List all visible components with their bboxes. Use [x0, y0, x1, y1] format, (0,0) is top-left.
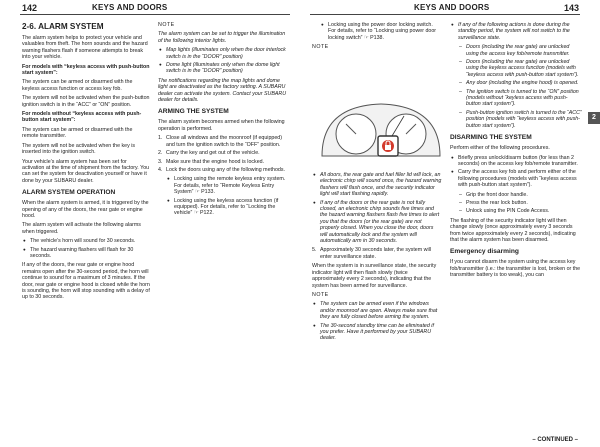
disarm-dash-list: [450, 192, 582, 215]
arming-steps-cont: [312, 247, 442, 260]
step-item: 5. Approximately 30 seconds later, the system will enter surveillance state.: [312, 247, 431, 260]
column-3: [312, 22, 442, 54]
list-item: ● Carry the access key fob and perform either of the following procedures (models with “keyless access with push-button start system”).: [450, 169, 582, 188]
list-item: ● Briefly press unlock/disarm button (for less than 2 seconds) on the access key fob/remote transmitter.: [450, 155, 582, 168]
surveillance-paragraph: When the system is in surveillance state, the security indicator light will then flash slowly (twice approximately every 2 seconds), indicating that the system has been armed for surveillance.: [312, 263, 437, 289]
arming-paragraph: The alarm system becomes armed when the following operation is performed.: [158, 119, 285, 132]
note-list: [312, 172, 442, 244]
alarm-list: [22, 238, 150, 259]
list-item: ● The vehicle’s horn will sound for 30 seconds.: [22, 238, 150, 244]
note-list: [312, 301, 442, 341]
list-item: – Doors (including the rear gate) are unlocked using the keyless access function (models with “keyless access with push-button start system”).: [458, 59, 582, 78]
note-block: [312, 172, 442, 244]
list-item: – Doors (including the rear gate) are unlocked using the access key fob/remote transmitter.: [458, 44, 582, 57]
right-page-number: 143: [564, 3, 580, 13]
column-1: [22, 22, 150, 304]
list-item: ● Locking using the remote keyless entry system. For details, refer to “Remote Keyless Entry System” ☞ P133.: [166, 176, 288, 195]
operation-paragraph-2: The alarm system will activate the following alarms when triggered.: [22, 222, 141, 235]
note-block: [158, 22, 288, 103]
column-2: [158, 22, 288, 220]
condition-dash-list: [450, 44, 582, 129]
operation-paragraph-1: When the alarm system is armed, it is triggered by the opening of any of the doors, the rear gate or engine hood.: [22, 200, 149, 219]
arming-heading: ARMING THE SYSTEM: [158, 108, 229, 116]
list-item: – Push-button ignition switch is turned to the “ACC” position (models with “keyless access with push-button start system”).: [458, 110, 582, 129]
security-indicator-illustration: [318, 96, 444, 168]
chapter-side-tab: 2: [588, 112, 600, 124]
without-paragraph-1: The system can be armed or disarmed with the remote transmitter.: [22, 126, 133, 140]
note-list: [158, 47, 288, 75]
list-item: – Unlock using the PIN Code Access.: [458, 208, 582, 214]
list-item: ● The 30-second standby time can be eliminated if you prefer. Have it performed by your SUBARU dealer.: [312, 323, 442, 342]
list-item: ● If any of the following actions is done during the standby period, the system will not switch to the surveillance state.: [450, 22, 582, 41]
list-item: ● Dome light (illuminates only when the dome light switch is in the “DOOR” position): [158, 62, 288, 75]
step-item: 4. Lock the doors using any of the following methods.: [158, 166, 285, 173]
note-paragraph-1: The alarm system can be set to trigger the illumination of the following interior lights.: [158, 31, 286, 44]
page-header: [0, 0, 600, 16]
step-item: 3. Make sure that the engine hood is locked.: [158, 158, 265, 165]
note-title: NOTE: [312, 291, 329, 298]
list-item: – Any door (including the engine hood) is opened.: [458, 80, 582, 86]
dealer-paragraph: Your vehicle’s alarm system has been set for activation at the time of shipment from the factory. You can set the system for deactivation yourself or have it done by your SUBARU dealer.: [22, 158, 150, 184]
right-running-title: KEYS AND DOORS: [414, 3, 490, 12]
arming-steps: [158, 135, 288, 173]
list-item: ● All doors, the rear gate and fuel filler lid will lock, an electronic chirp will sound once, the hazard warning flashers will flash once, and the security indicator light will start flashing rapidly.: [312, 172, 442, 198]
list-item: ● The system can be armed even if the windows and/or moonroof are open. Always make sure that they are fully closed before arming the system.: [312, 301, 442, 320]
emergency-paragraph: If you cannot disarm the system using the access key fob/transmitter (i.e.: the transmitter is lost, broken or the transmitter battery is too weak), you can: [450, 259, 581, 279]
left-running-title: KEYS AND DOORS: [92, 3, 168, 12]
disarm-list: [450, 155, 582, 189]
list-item: ● Locking using the power door locking switch. For details, refer to “Locking using power door locking switch” ☞ P138.: [320, 22, 442, 41]
lock-methods-list-cont: [312, 22, 442, 41]
note-block: [450, 22, 582, 129]
left-header-rule: [20, 14, 290, 15]
step-item: 2. Carry the key and get out of the vehicle.: [158, 150, 260, 157]
disarming-paragraph-2: The flashing of the security indicator light will then change slowly (once approximately every 3 seconds from twice approximately every 2 seconds), indicating that the alarm system has been disarmed.: [450, 217, 576, 243]
right-header-rule: [310, 14, 580, 15]
disarming-heading: DISARMING THE SYSTEM: [450, 134, 532, 142]
lock-methods-list: [158, 176, 288, 216]
left-page-number: 142: [22, 3, 38, 13]
operation-heading: ALARM SYSTEM OPERATION: [22, 189, 116, 197]
models-without-heading: For models without “keyless access with push-button start system”:: [22, 111, 142, 124]
list-item: ● Map lights (illuminates only when the door interlock switch is in the “DOOR” position): [158, 47, 288, 60]
list-item: – Press the rear lock button.: [458, 200, 582, 206]
column-4: [450, 22, 582, 282]
operation-paragraph-3: If any of the doors, the rear gate or engine hood remains open after the 30-second period, the horn will continue to sound for a maximum of 3 minutes. If the door, rear gate or engine hood is closed while the horn is sounding, the horn will stop sounding with a delay of up to 30 seconds.: [22, 262, 150, 301]
note-list: [450, 22, 582, 41]
list-item: – The ignition switch is turned to the “ON” position (models without “keyless access with push-button start system”).: [458, 89, 582, 108]
disarming-paragraph-1: Perform either of the following procedures.: [450, 145, 550, 152]
step-item: 1. Close all windows and the moonroof (if equipped) and turn the ignition switch to the “OFF” position.: [158, 135, 283, 148]
note-paragraph-2: The notifications regarding the map lights and dome light are deactivated as the factory setting. A SUBARU dealer can activate the system. Contact your SUBARU dealer for details.: [158, 77, 287, 104]
list-item: ● Locking using the keyless access function (if equipped). For details, refer to “Locking the vehicle” ☞ P122.: [166, 198, 288, 217]
instrument-cluster-figure: [318, 96, 444, 168]
note-title: NOTE: [158, 22, 175, 28]
intro-paragraph: The alarm system helps to protect your vehicle and valuables from theft. The horn sounds and the hazard warning flashers flash if someone attempts to break into your vehicle.: [22, 35, 148, 61]
continued-footer: – CONTINUED –: [532, 437, 578, 443]
keyless-paragraph-1: The system can be armed or disarmed with the keyless access function or access key fob.: [22, 79, 133, 92]
without-paragraph-2: The system will not be activated when the key is inserted into the ignition switch.: [22, 142, 136, 156]
note-block-2: [312, 292, 442, 342]
list-item: ● If any of the doors or the rear gate is not fully closed, an electronic chirp sounds five times and the hazard warning flashers flash five times to alert you that the doors (or the rear gate) are not properly closed. When you close the door, doors will automatically lock and the system will automatically arm in 30 seconds.: [312, 200, 442, 245]
keyless-paragraph-2: The system will not be activated when the push-button ignition switch is in the “ACC” or “ON” position.: [22, 95, 150, 108]
models-keyless-heading: For models with “keyless access with push-button start system”:: [22, 63, 150, 77]
list-item: ● The hazard warning flashers will flash for 30 seconds.: [22, 247, 150, 260]
emergency-heading: Emergency disarming: [450, 248, 519, 256]
note-title: NOTE: [312, 44, 329, 51]
list-item: – Grip the front door handle.: [458, 192, 582, 198]
column-3-lower: [312, 172, 442, 345]
section-title: 2-6. ALARM SYSTEM: [22, 22, 104, 31]
